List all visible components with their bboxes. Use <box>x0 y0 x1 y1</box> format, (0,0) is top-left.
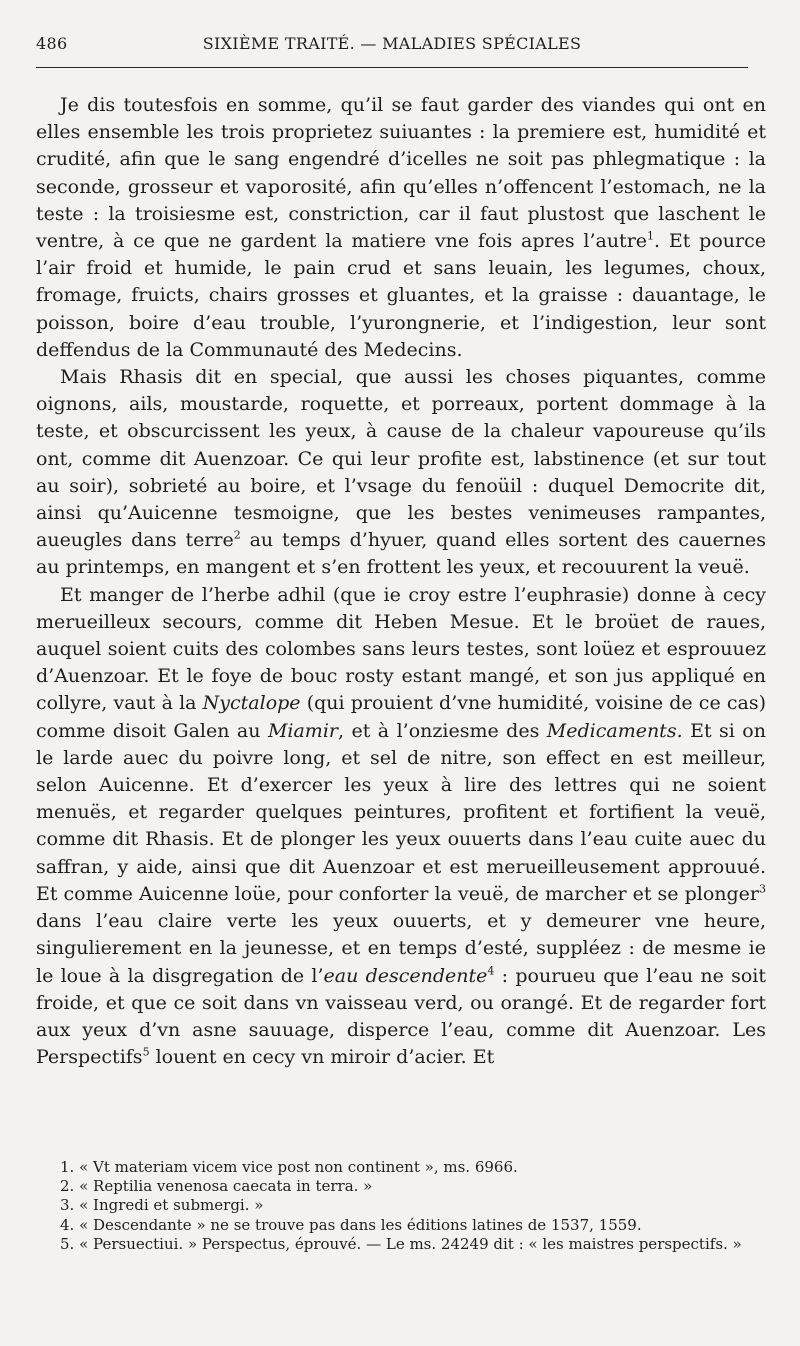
footnote-1: 1. « Vt materiam vicem vice post non continent », ms. 6966. <box>60 1158 518 1176</box>
footnote-ref-1: 1 <box>647 229 655 243</box>
main-text <box>36 92 766 1071</box>
footnote-ref-3: 3 <box>759 882 766 896</box>
italic-term: Medicaments. <box>546 719 683 742</box>
footnote-3: 3. « Ingredi et submergi. » <box>60 1196 264 1215</box>
paragraph-3: Et manger de l’herbe adhil (que ie croy estre l’euphrasie) donne à cecy merueilleux secours, comme dit Heben Mesue. Et le broüet de raues, auquel soient cuits des colombes sans leurs testes, sont loüez et esprouuez d’Auenzoar. Et le foye de bouc rosty estant mangé, et son jus appliqué en collyre, vaut à la Nyctalope (qui prouient d’vne humidité, voisine de ce cas) comme disoit Galen au Miamir, et à l’onziesme des Medicaments. Et si on le larde auec du poivre long, et sel de nitre, son effect en est meilleur, selon Auicenne. Et d’exercer les yeux à lire des lettres qui ne soient menuës, et regarder quelques peintures, profitent et fortifient la veuë, comme dit Rhasis. Et de plonger les yeux ouuerts dans l’eau cuite auec du saffran, y aide, ainsi que dit Auenzoar et est merueilleusement approuué. Et comme Auicenne loüe, pour conforter la veuë, de marcher et se plonger$^3$ dans l’eau claire verte les yeux ouuerts, et y demeurer vne heure, singulierement en la jeunesse, et en temps d’esté, suppléez : de mesme ie le loue à la disgregation de l’eau descendente$^4$ : pourueu que l’eau ne soit froide, et que ce soit dans vn vaisseau verd, ou orangé. Et de regarder fort aux yeux d’vn asne sauuage, disperce l’eau, comme dit Auenzoar. Les Perspectifs$^5$ louent en cecy vn miroir d’acier. Et <box>36 583 767 1069</box>
paragraph-2: Mais Rhasis dit en special, que aussi les choses piquantes, comme oignons, ails, moustarde, roquette, et porreaux, portent dommage à la teste, et obscurcissent les yeux, à cause de la chaleur vapoureuse qu’ils ont, comme dit Auenzoar. Ce qui leur profite est, labstinence (et sur tout au soir), sobrieté au boire, et l’vsage du fenoüil : duquel Democrite dit, ainsi qu’Auicenne tesmoigne, que les bestes venimeuses rampantes, aueugles dans terre$^2$ au temps d’hyuer, quand elles sortent des cauernes au printemps, en mangent et s’en frottent les yeux, et recouurent la veuë. <box>36 366 767 579</box>
italic-term: Nyctalope <box>202 692 301 715</box>
footnote-2: 2. « Reptilia venenosa caecata in terra. » <box>60 1177 373 1196</box>
paragraph-1: Je dis toutesfois en somme, qu’il se faut garder des viandes qui ont en elles ensemble les trois proprietez suiuantes : la premiere est, humidité et crudité, afin que le sang engendré d’icelles ne soit pas phlegmatique : la seconde, grosseur et vaporosité, afin qu’elles n’offencent l’estomach, ne la teste : la troisiesme est, constriction, car il faut plustost que laschent le ventre, à ce que ne gardent la matiere vne fois apres l’autre$^1$. Et pource l’air froid et humide, le pain crud et sans leuain, les legumes, choux, fromage, fruicts, chairs grosses et gluantes, et la graisse : dauantage, le poisson, boire d’eau trouble, l’yurongnerie, et l’indigestion, leur sont deffendus de la Communauté des Medecins. <box>36 94 766 361</box>
italic-term: Miamir <box>267 719 338 742</box>
page-header <box>36 34 748 54</box>
footnote-5: 5. « Persuectiui. » Perspectus, éprouvé. — Le ms. 24249 dit : « les maistres perspectifs. » <box>60 1234 742 1253</box>
footnote-ref-2: 2 <box>233 528 241 542</box>
footnote-ref-5: 5 <box>142 1045 150 1059</box>
footnote-4: 4. « Descendante » ne se trouve pas dans les éditions latines de 1537, 1559. <box>60 1215 642 1234</box>
footnote-ref-4: 4 <box>487 964 495 978</box>
header-rule <box>36 67 748 68</box>
page-number: 486 <box>36 34 68 53</box>
running-head: SIXIÈME TRAITÉ. — MALADIES SPÉCIALES <box>202 34 582 53</box>
italic-term: eau descendente <box>323 964 488 987</box>
footnotes <box>36 1158 772 1254</box>
